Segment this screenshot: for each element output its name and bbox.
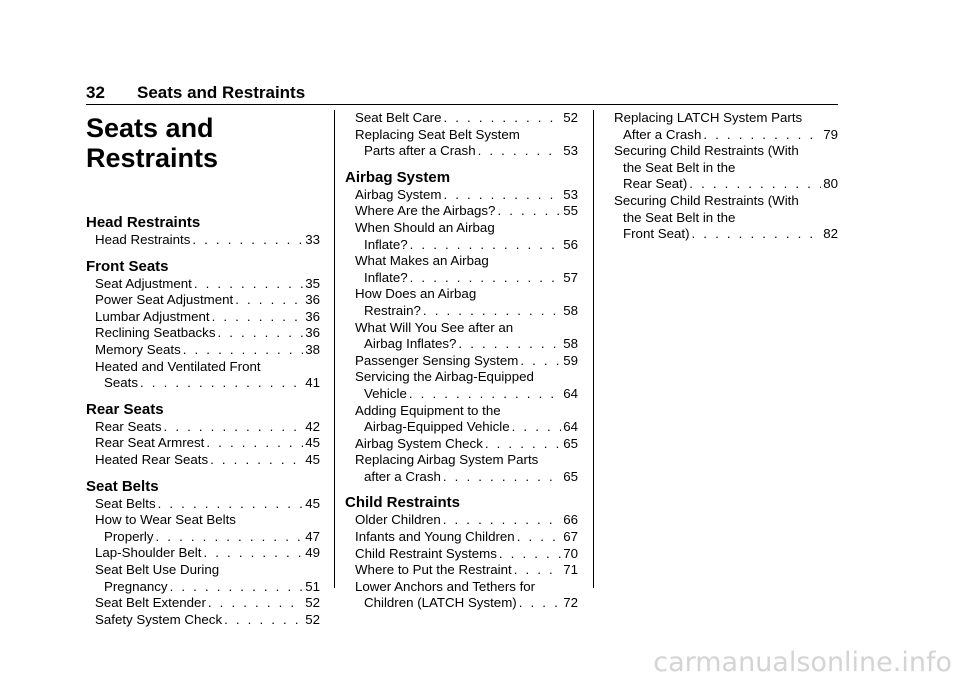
- toc-entry-text: Seat Belts: [95, 495, 156, 511]
- toc-entry-text: Front Seat): [623, 226, 690, 242]
- dot-leader: [512, 419, 562, 436]
- toc-page-number: 80: [823, 176, 838, 192]
- toc-page-number: 64: [563, 385, 578, 401]
- toc-entry-text: Airbag System Check: [355, 435, 483, 451]
- toc-entry-text[interactable]: When Should an Airbag: [355, 219, 495, 235]
- toc-entry[interactable]: [355, 546, 578, 563]
- column-divider: [334, 110, 335, 588]
- toc-entry-text: Children (LATCH System): [364, 595, 517, 611]
- dot-leader: [519, 595, 562, 612]
- dot-leader: [485, 436, 561, 453]
- toc-page-number: 65: [563, 468, 578, 484]
- toc-page-number: 53: [563, 143, 578, 159]
- toc-entry-text[interactable]: Replacing Seat Belt System: [355, 126, 520, 142]
- page-number: 32: [86, 83, 105, 102]
- toc-entry-text: Properly: [104, 528, 154, 544]
- toc-page-number: 72: [563, 595, 578, 611]
- toc-page-number: 45: [305, 495, 320, 511]
- toc-page-number: 67: [563, 529, 578, 545]
- toc-entry[interactable]: [614, 226, 838, 243]
- toc-entry[interactable]: [355, 419, 578, 436]
- dot-leader: [409, 386, 561, 403]
- toc-entry-text: Rear Seat): [623, 176, 688, 192]
- toc-entry[interactable]: [95, 375, 320, 392]
- toc-entry-text: After a Crash: [623, 126, 702, 142]
- toc-entry[interactable]: [95, 545, 320, 562]
- toc-column-1: [86, 110, 320, 628]
- toc-page-number: 52: [305, 611, 320, 627]
- toc-entry-text[interactable]: Replacing Airbag System Parts: [355, 452, 539, 468]
- toc-entry[interactable]: [95, 529, 320, 546]
- toc-entry-text[interactable]: How to Wear Seat Belts: [95, 512, 236, 528]
- section-heading: Seat Belts: [86, 477, 159, 495]
- toc-entry[interactable]: [355, 512, 578, 529]
- toc-entry-text: Child Restraint Systems: [355, 545, 497, 561]
- toc-entry-text: Seat Belt Care: [355, 110, 442, 125]
- toc-page-number: 47: [305, 528, 320, 544]
- toc-entry[interactable]: [95, 342, 320, 359]
- toc-entry-text: Seat Adjustment: [95, 275, 192, 291]
- dot-leader: [224, 612, 303, 629]
- toc-entry-text[interactable]: Heated and Ventilated Front: [95, 358, 261, 374]
- toc-page-number: 42: [305, 418, 320, 434]
- toc-page-number: 64: [563, 419, 578, 435]
- toc-page-number: 35: [305, 275, 320, 291]
- toc-entry[interactable]: [355, 303, 578, 320]
- toc-entry[interactable]: [355, 237, 578, 254]
- dot-leader: [192, 232, 303, 249]
- running-header: [86, 83, 305, 103]
- toc-entry-text: Infants and Young Children: [355, 529, 515, 545]
- toc-entry[interactable]: [355, 203, 578, 220]
- toc-entry-text: Rear Seats: [95, 418, 162, 434]
- toc-entry-text: Older Children: [355, 512, 441, 528]
- section-heading: Head Restraints: [86, 214, 201, 231]
- toc-page-number: 57: [563, 269, 578, 285]
- toc-entry[interactable]: [95, 612, 320, 629]
- toc-page-number: 79: [823, 126, 838, 142]
- dot-leader: [478, 143, 562, 160]
- dot-leader: [692, 226, 822, 243]
- toc-entry[interactable]: [95, 579, 320, 596]
- toc-entry-text: Airbag-Equipped Vehicle: [364, 419, 510, 435]
- toc-entry[interactable]: [95, 452, 320, 469]
- dot-leader: [208, 595, 303, 612]
- toc-page-number: 56: [563, 236, 578, 252]
- dot-leader: [499, 546, 561, 563]
- section-heading: Rear Seats: [86, 400, 164, 418]
- toc-entry-text: Restrain?: [364, 302, 421, 318]
- toc-column-2: [345, 110, 578, 612]
- toc-page-number: 58: [563, 336, 578, 352]
- dot-leader: [158, 496, 304, 513]
- toc-page-number: 59: [563, 352, 578, 368]
- dot-leader: [210, 452, 303, 469]
- toc-page-number: 38: [305, 341, 320, 357]
- toc-entry[interactable]: [355, 562, 578, 579]
- toc-entry-text: Where to Put the Restraint: [355, 562, 512, 578]
- dot-leader: [410, 237, 562, 254]
- toc-entry[interactable]: [355, 270, 578, 287]
- toc-page-number: 52: [563, 110, 578, 125]
- dot-leader: [458, 336, 561, 353]
- toc-entry[interactable]: [355, 143, 578, 160]
- toc-entry-text[interactable]: the Seat Belt in the: [623, 159, 736, 175]
- toc-entry-text[interactable]: Replacing LATCH System Parts: [614, 110, 803, 125]
- toc-entry[interactable]: [355, 595, 578, 612]
- dot-leader: [206, 435, 303, 452]
- toc-entry[interactable]: [95, 276, 320, 293]
- toc-entry[interactable]: [95, 325, 320, 342]
- toc-entry-text: Lumbar Adjustment: [95, 308, 210, 324]
- toc-column-3: [614, 110, 838, 243]
- toc-entry-text: Vehicle: [364, 385, 407, 401]
- toc-entry-text: Inflate?: [364, 236, 408, 252]
- toc-entry-text[interactable]: Servicing the Airbag-Equipped: [355, 369, 534, 385]
- section-heading: Child Restraints: [345, 494, 461, 512]
- toc-entry-text[interactable]: Securing Child Restraints (With: [614, 192, 799, 208]
- watermark: carmanualsonline.info: [653, 647, 952, 678]
- toc-entry-text: Reclining Seatbacks: [95, 325, 216, 341]
- toc-page-number: 41: [305, 375, 320, 391]
- toc-page-number: 36: [305, 292, 320, 308]
- toc-entry-text: Airbag System: [355, 186, 442, 202]
- dot-leader: [217, 325, 303, 342]
- dot-leader: [170, 579, 304, 596]
- toc-entry-text: Inflate?: [364, 269, 408, 285]
- toc-entry[interactable]: [95, 232, 320, 249]
- toc-page-number: 53: [563, 186, 578, 202]
- dot-leader: [140, 375, 303, 392]
- toc-entry-text: Memory Seats: [95, 341, 181, 357]
- toc-page-number: 71: [563, 562, 578, 578]
- toc-entry-text: Lap-Shoulder Belt: [95, 545, 202, 561]
- toc-entry[interactable]: [614, 127, 838, 144]
- toc-entry-text: Airbag Inflates?: [364, 336, 457, 352]
- toc-page-number: 66: [563, 512, 578, 528]
- dot-leader: [497, 203, 561, 220]
- toc-entry[interactable]: [355, 353, 578, 370]
- dot-leader: [194, 276, 303, 293]
- toc-entry-text: Passenger Sensing System: [355, 352, 519, 368]
- toc-entry-text: Heated Rear Seats: [95, 451, 209, 467]
- chapter-title: [86, 110, 320, 173]
- chapter-title-line: Seats and: [86, 113, 214, 143]
- toc-entry-text: after a Crash: [364, 468, 441, 484]
- column-divider: [593, 110, 594, 588]
- toc-entry-text[interactable]: What Makes an Airbag: [355, 253, 489, 269]
- section-heading: Front Seats: [86, 257, 169, 275]
- toc-entry-text[interactable]: What Will You See after an: [355, 319, 514, 335]
- toc-entry[interactable]: [355, 110, 578, 127]
- dot-leader: [156, 529, 304, 546]
- toc-entry[interactable]: [614, 176, 838, 193]
- toc-page-number: 65: [563, 435, 578, 451]
- dot-leader: [517, 529, 562, 546]
- section-heading: Airbag System: [345, 168, 451, 186]
- toc-page-number: 45: [305, 451, 320, 467]
- dot-leader: [514, 562, 562, 579]
- toc-entry[interactable]: [95, 419, 320, 436]
- dot-leader: [443, 187, 561, 204]
- dot-leader: [443, 512, 561, 529]
- toc-entry[interactable]: [95, 309, 320, 326]
- toc-entry[interactable]: [355, 187, 578, 204]
- toc-entry-text: Power Seat Adjustment: [95, 292, 234, 308]
- toc-page-number: 33: [305, 232, 320, 247]
- toc-page-number: 82: [823, 226, 838, 242]
- dot-leader: [183, 342, 303, 359]
- toc-entry[interactable]: [355, 386, 578, 403]
- dot-leader: [410, 270, 562, 287]
- toc-entry-text[interactable]: Securing Child Restraints (With: [614, 143, 799, 159]
- toc-entry-text: Seats: [104, 375, 139, 391]
- toc-entry[interactable]: [95, 595, 320, 612]
- toc-page-number: 51: [305, 578, 320, 594]
- dot-leader: [423, 303, 561, 320]
- toc-page-number: 58: [563, 302, 578, 318]
- toc-page-number: 70: [563, 545, 578, 561]
- toc-entry-text: Parts after a Crash: [364, 143, 476, 159]
- toc-page-number: 52: [305, 595, 320, 611]
- toc-entry[interactable]: [95, 496, 320, 513]
- toc-entry[interactable]: [95, 292, 320, 309]
- toc-entry[interactable]: [355, 336, 578, 353]
- toc-page-number: 45: [305, 435, 320, 451]
- toc-entry-text[interactable]: the Seat Belt in the: [623, 209, 736, 225]
- toc-entry-text: Rear Seat Armrest: [95, 435, 205, 451]
- toc-entry-text[interactable]: Adding Equipment to the: [355, 402, 501, 418]
- dot-leader: [235, 292, 303, 309]
- dot-leader: [164, 419, 304, 436]
- toc-page-number: 36: [305, 308, 320, 324]
- toc-entry[interactable]: [355, 529, 578, 546]
- toc-entry-text: Safety System Check: [95, 611, 223, 627]
- toc-entry-text: Seat Belt Extender: [95, 595, 206, 611]
- toc-entry-text[interactable]: Seat Belt Use During: [95, 561, 220, 577]
- dot-leader: [203, 545, 303, 562]
- dot-leader: [443, 469, 561, 486]
- toc-page-number: 36: [305, 325, 320, 341]
- toc-entry-text[interactable]: How Does an Airbag: [355, 286, 477, 302]
- toc-entry[interactable]: [95, 435, 320, 452]
- dot-leader: [212, 309, 304, 326]
- toc-entry-text: Where Are the Airbags?: [355, 203, 496, 219]
- toc-entry[interactable]: [355, 469, 578, 486]
- toc-page-number: 49: [305, 545, 320, 561]
- toc-entry-text: Pregnancy: [104, 578, 168, 594]
- toc-entry-text[interactable]: Lower Anchors and Tethers for: [355, 578, 536, 594]
- toc-entry[interactable]: [355, 436, 578, 453]
- dot-leader: [520, 353, 561, 370]
- chapter-title-line: Restraints: [86, 143, 219, 173]
- dot-leader: [689, 176, 821, 193]
- toc-entry-text: Head Restraints: [95, 232, 191, 247]
- running-header-title: Seats and Restraints: [137, 83, 306, 102]
- dot-leader: [703, 127, 821, 144]
- toc-page-number: 55: [563, 203, 578, 219]
- header-rule: [86, 104, 838, 105]
- dot-leader: [443, 110, 561, 127]
